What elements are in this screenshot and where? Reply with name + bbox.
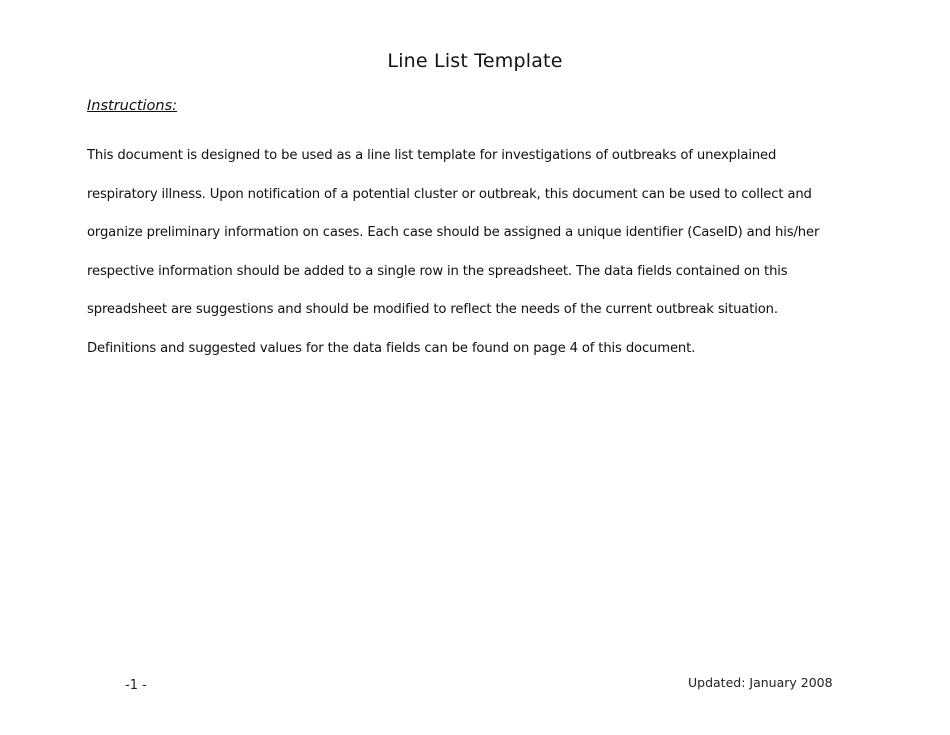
body-line: respiratory illness. Upon notification of a potential cluster or outbreak, this document can be used to collect and [87,186,812,202]
body-line: respective information should be added to a single row in the spreadsheet. The data fields contained on this [87,263,788,279]
body-line: spreadsheet are suggestions and should be modified to reflect the needs of the current outbreak situation. [87,302,778,318]
instructions-heading: Instructions: [87,98,178,114]
body-line: organize preliminary information on cases. Each case should be assigned a unique identifier (CaseID) and his/her [87,225,820,241]
updated-date: Updated: January 2008 [688,675,833,690]
body-line: Definitions and suggested values for the data fields can be found on page 4 of this document. [87,340,696,356]
document-title: Line List Template [387,50,563,72]
body-line: This document is designed to be used as a line list template for investigations of outbreaks of unexplained [87,148,777,163]
page-number: -1 - [125,678,147,693]
instructions-body [87,137,887,369]
